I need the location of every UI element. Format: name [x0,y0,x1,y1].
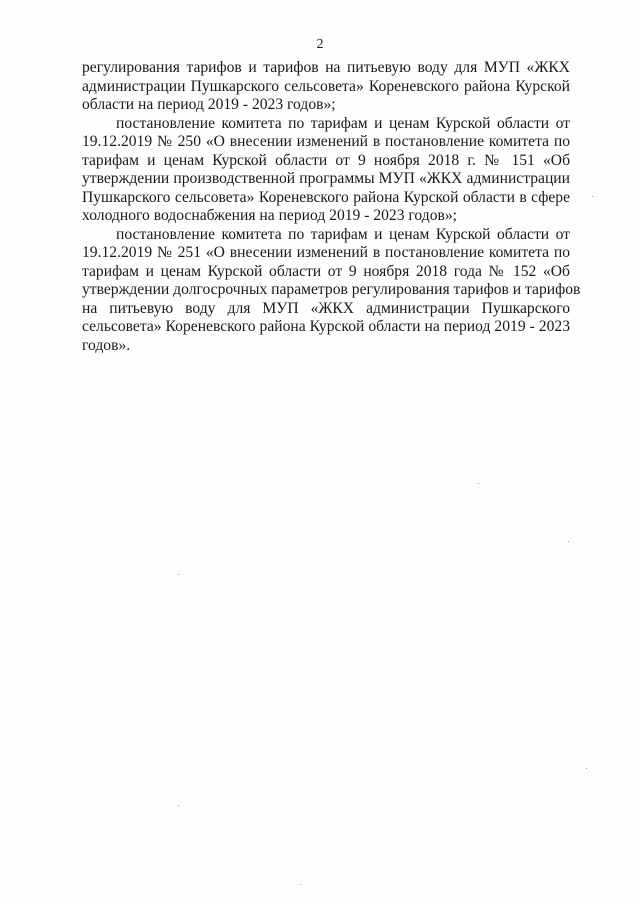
text-line: регулирования тарифов и тарифов на питьевую воду для МУП «ЖКХ [82,59,570,76]
text-line: холодного водоснабжения на период 2019 - 2023 годов»; [82,207,458,224]
scan-speck [300,884,301,885]
text-line: области на период 2019 - 2023 годов»; [82,96,336,113]
scan-speck [586,768,587,769]
text-line: Пушкарского сельсовета» Кореневского района Курской области в сфере [82,189,570,206]
text-line: постановление комитета по тарифам и ценам Курской области от [116,226,570,243]
text-line: на питьевую воду для МУП «ЖКХ администрации Пушкарского [82,300,570,317]
scan-speck [592,196,593,197]
text-line: тарифам и ценам Курской области от 9 ноября 2018 г. № 151 «Об [82,152,570,169]
text-line: 19.12.2019 № 251 «О внесении изменений в постановление комитета по [82,244,570,261]
text-line: годов». [82,337,131,354]
text-line: администрации Пушкарского сельсовета» Кореневского района Курской [82,78,570,95]
text-line: утверждении долгосрочных параметров регулирования тарифов и тарифов [82,281,581,298]
text-line: тарифам и ценам Курской области от 9 ноября 2018 года № 152 «Об [82,263,570,280]
scan-speck [568,541,569,542]
scan-speck [178,574,179,575]
text-line: 19.12.2019 № 250 «О внесении изменений в постановление комитета по [82,133,570,150]
text-line: сельсовета» Кореневского района Курской области на период 2019 - 2023 [82,318,570,335]
scan-speck [178,805,179,806]
text-line: постановление комитета по тарифам и ценам Курской области от [116,115,570,132]
text-line: утверждении производственной программы МУП «ЖКХ администрации [82,170,570,187]
scan-speck [478,483,479,484]
page-number: 2 [316,37,324,52]
